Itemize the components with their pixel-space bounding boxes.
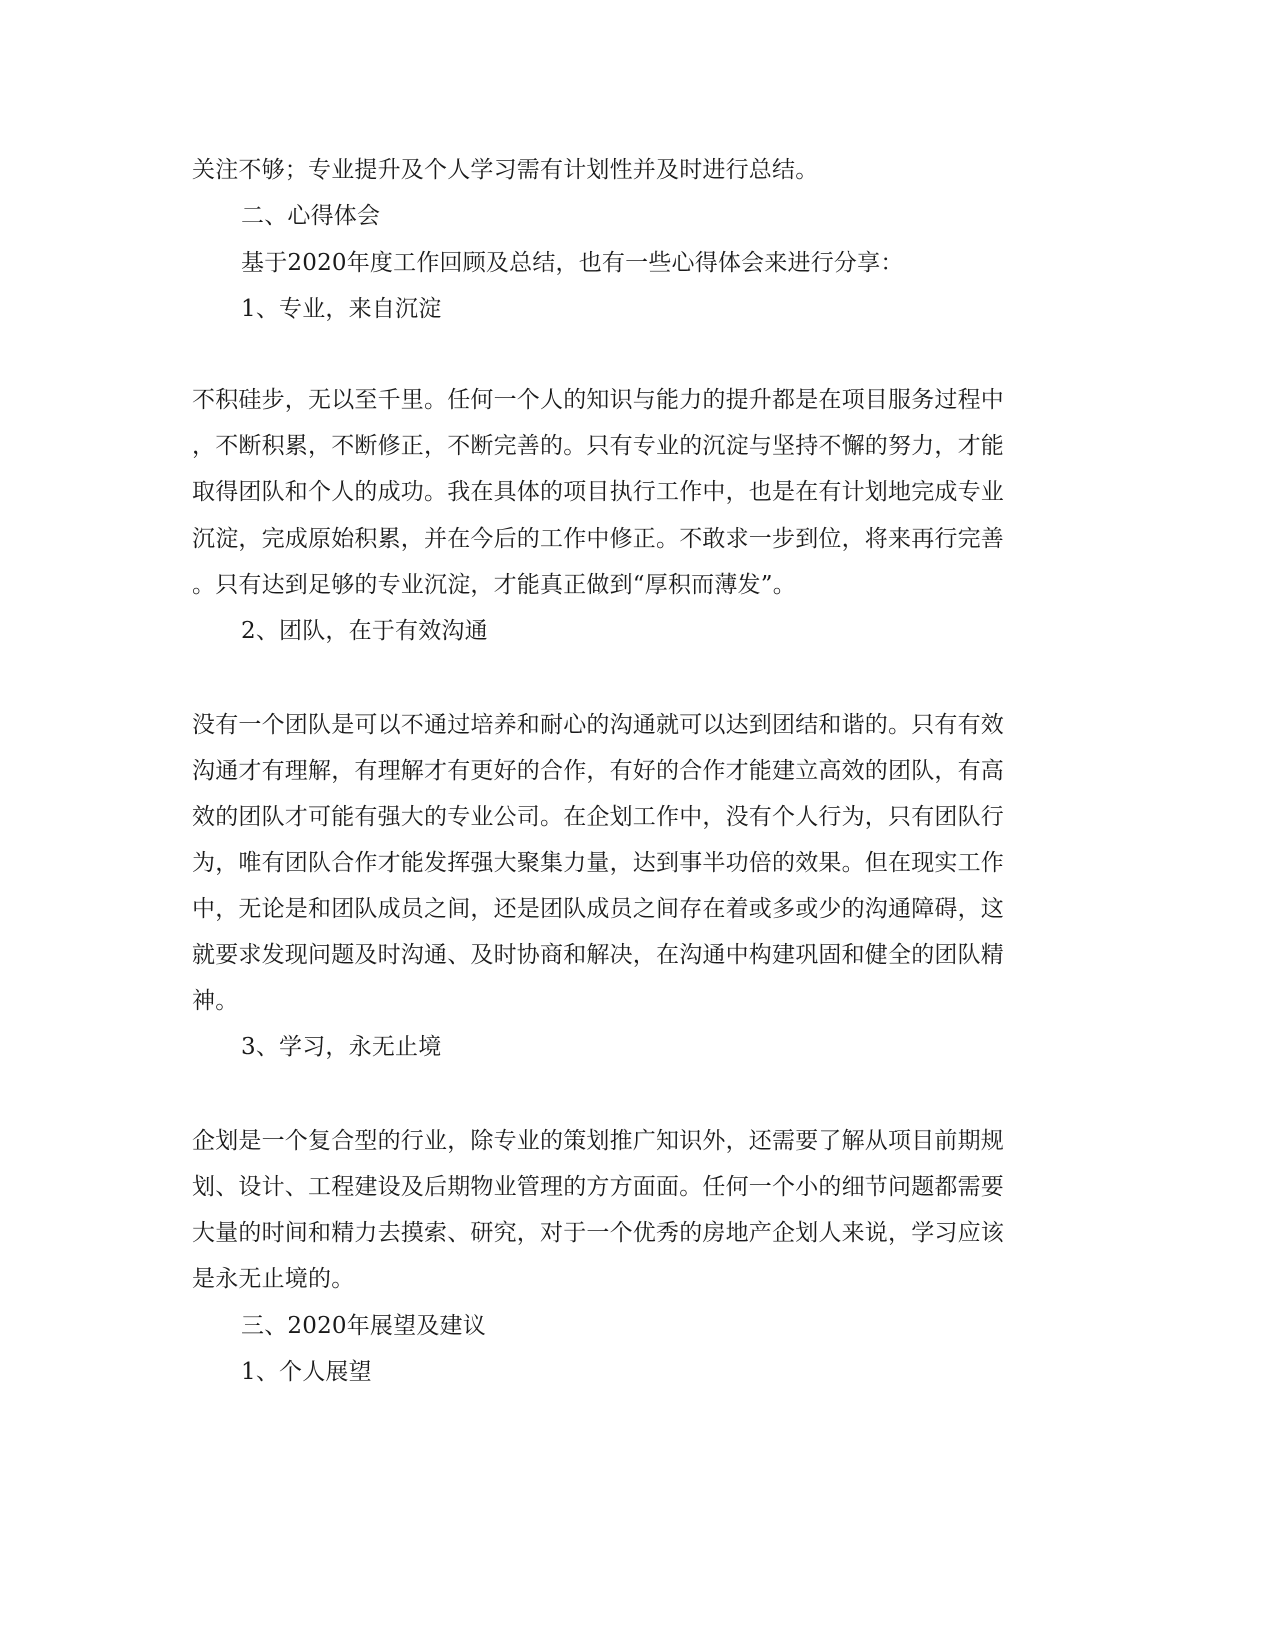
section-heading: 三、2020年展望及建议 (241, 1313, 486, 1339)
subsection-heading: 1、专业，来自沉淀 (241, 296, 442, 322)
text-line: 不积硅步，无以至千里。任何一个人的知识与能力的提升都是在项目服务过程中 (192, 387, 1004, 413)
subsection-heading: 1、个人展望 (241, 1359, 372, 1385)
text-line: 沉淀，完成原始积累，并在今后的工作中修正。不敢求一步到位，将来再行完善 (192, 526, 1004, 552)
text-line: 就要求发现问题及时沟通、及时协商和解决，在沟通中构建巩固和健全的团队精 (192, 942, 1004, 968)
text-line: 基于2020年度工作回顾及总结，也有一些心得体会来进行分享： (241, 250, 904, 276)
text-line: 。只有达到足够的专业沉淀，才能真正做到“厚积而薄发”。 (192, 572, 796, 598)
text-line: 是永无止境的。 (192, 1266, 355, 1292)
subsection-heading: 2、团队，在于有效沟通 (241, 618, 488, 644)
text-line: 沟通才有理解，有理解才有更好的合作，有好的合作才能建立高效的团队，有高 (192, 758, 1004, 784)
subsection-heading: 3、学习，永无止境 (241, 1034, 442, 1060)
text-line: 取得团队和个人的成功。我在具体的项目执行工作中，也是在有计划地完成专业 (192, 479, 1004, 505)
text-line: 划、设计、工程建设及后期物业管理的方方面面。任何一个小的细节问题都需要 (192, 1174, 1004, 1200)
section-heading: 二、心得体会 (241, 203, 381, 229)
text-line: 效的团队才可能有强大的专业公司。在企划工作中，没有个人行为，只有团队行 (192, 804, 1004, 830)
text-line: 没有一个团队是可以不通过培养和耐心的沟通就可以达到团结和谐的。只有有效 (192, 712, 1004, 738)
text-line: 大量的时间和精力去摸索、研究，对于一个优秀的房地产企划人来说，学习应该 (192, 1220, 1004, 1246)
text-line: 企划是一个复合型的行业，除专业的策划推广知识外，还需要了解从项目前期规 (192, 1128, 1004, 1154)
text-line: 神。 (192, 988, 239, 1014)
text-line: 中，无论是和团队成员之间，还是团队成员之间存在着或多或少的沟通障碍，这 (192, 896, 1004, 922)
text-line: ，不断积累，不断修正，不断完善的。只有专业的沉淀与坚持不懈的努力，才能 (192, 433, 1004, 459)
text-line: 关注不够；专业提升及个人学习需有计划性并及时进行总结。 (192, 157, 819, 183)
text-line: 为，唯有团队合作才能发挥强大聚集力量，达到事半功倍的效果。但在现实工作 (192, 850, 1004, 876)
